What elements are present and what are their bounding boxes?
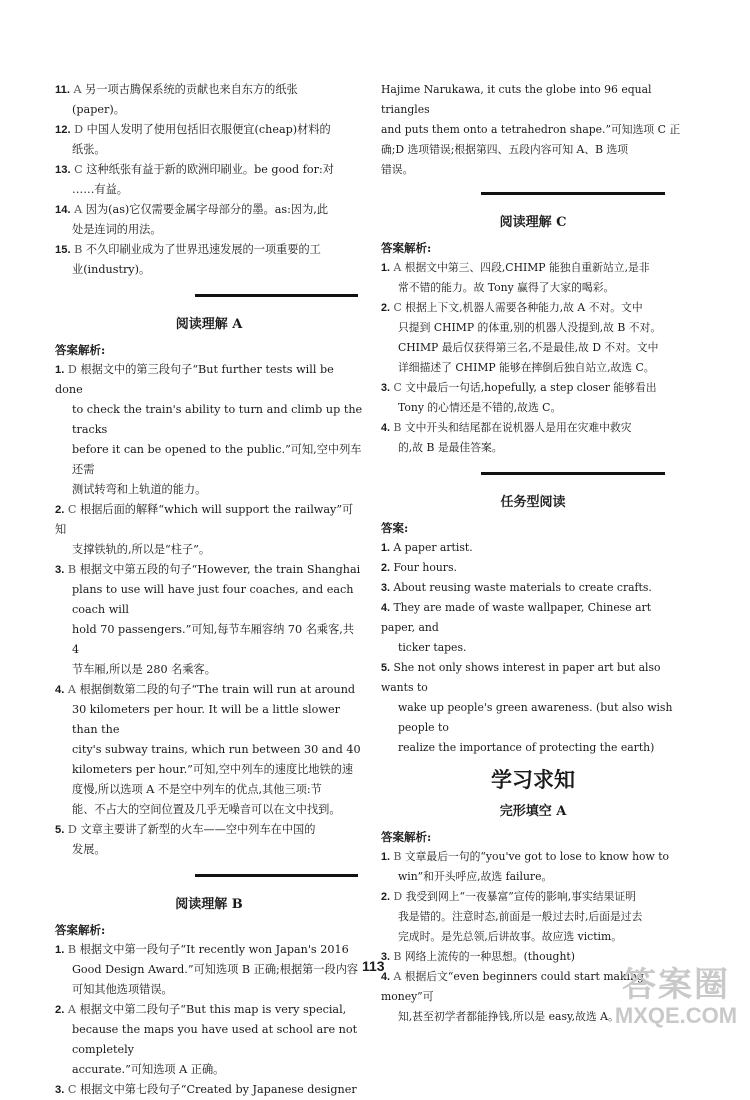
item-number: 15. xyxy=(55,244,71,256)
item-text: 文中最后一句话,hopefully, a step closer 能够看出 xyxy=(405,381,657,394)
item-text: 节车厢,所以是 280 名乘客。 xyxy=(72,663,216,676)
answer-item xyxy=(381,947,685,967)
item-number: 5. xyxy=(381,662,391,674)
item-option: C xyxy=(74,163,83,176)
section-title-reading-a: 阅读理解 A xyxy=(175,317,243,332)
answer-item-continuation xyxy=(55,840,363,860)
item-text: win”和开头呼应,故选 failure。 xyxy=(398,870,553,883)
answer-item-continuation xyxy=(381,278,685,298)
item-number: 2. xyxy=(381,891,391,903)
answer-item-continuation xyxy=(381,398,685,418)
answer-item xyxy=(55,680,363,700)
answer-item-continuation xyxy=(55,220,363,240)
text-line: 错误。 xyxy=(381,163,414,176)
item-text: 支撑铁轨的,所以是“柱子”。 xyxy=(72,543,211,556)
item-option: B xyxy=(393,850,402,863)
item-text: 纸张。 xyxy=(72,143,106,156)
answer-item-continuation xyxy=(55,1060,363,1080)
item-text: to check the train's ability to turn and climb up the tracks xyxy=(72,403,363,436)
answer-item xyxy=(381,258,685,278)
answer-item-continuation xyxy=(381,867,685,887)
item-number: 3. xyxy=(381,382,391,394)
answer-item-continuation xyxy=(55,400,363,440)
item-text: 根据上下文,机器人需要各种能力,故 A 不对。文中 xyxy=(405,301,643,314)
item-text: before it can be opened to the public.”可知,空中列车还需 xyxy=(72,443,362,476)
answer-item-continuation xyxy=(381,318,685,338)
item-text: 度慢,所以选项 A 不是空中列车的优点,其他三项:节 xyxy=(72,783,322,796)
item-text: CHIMP 最后仅获得第三名,不是最佳,故 D 不对。文中 xyxy=(398,341,659,354)
section-divider xyxy=(195,294,358,297)
item-text: They are made of waste wallpaper, Chinese art paper, and xyxy=(381,601,652,634)
answer-item xyxy=(381,418,685,438)
item-text: 因为(as)它仅需要金属字母部分的墨。as:因为,此 xyxy=(85,203,329,216)
item-text: 根据后面的解释“which will support the railway”可知 xyxy=(55,503,354,536)
answer-item xyxy=(55,200,363,220)
item-text: 这种纸张有益于新的欧洲印刷业。be good for:对 xyxy=(86,163,334,176)
item-text: 的,故 B 是最佳答案。 xyxy=(398,441,503,454)
answer-item-continuation xyxy=(381,927,685,947)
item-number: 1. xyxy=(381,542,391,554)
item-text: 我受到网上“一夜暴富”宣传的影响,事实结果证明 xyxy=(405,890,636,903)
items-reading-b xyxy=(55,940,363,1100)
section-divider xyxy=(481,192,665,195)
item-number: 2. xyxy=(381,302,391,314)
answer-item xyxy=(381,658,685,698)
item-text: 我是错的。注意时态,前面是一般过去时,后面是过去 xyxy=(398,910,643,923)
item-text: She not only shows interest in paper art but also wants to xyxy=(381,661,661,694)
item-text: 能、不占大的空间位置及几乎无噪音可以在文中找到。 xyxy=(72,803,341,816)
item-option: B xyxy=(67,943,77,956)
text-line: and puts them onto a tetrahedron shape.”可知选项 C 正 xyxy=(381,123,681,136)
item-text: 根据文中第二段句子“But this map is very special, xyxy=(79,1003,347,1016)
item-text: Tony 的心情还是不错的,故选 C。 xyxy=(398,401,562,414)
item-number: 12. xyxy=(55,124,71,136)
answer-item xyxy=(55,500,363,540)
page-number: 113 xyxy=(362,958,385,974)
item-text: ticker tapes. xyxy=(398,641,467,654)
items-reading-c xyxy=(381,258,685,458)
answer-item xyxy=(55,560,363,580)
item-text: 根据倒数第二段的句子“The train will run at around xyxy=(79,683,356,696)
answer-item-continuation xyxy=(381,438,685,458)
item-text: accurate.”可知选项 A 正确。 xyxy=(72,1063,225,1076)
item-text: (paper)。 xyxy=(72,103,125,116)
answer-item-continuation xyxy=(55,700,363,740)
items-task-reading xyxy=(381,538,685,758)
item-option: D xyxy=(67,363,77,376)
item-option: A xyxy=(67,683,76,696)
item-text: hold 70 passengers.”可知,每节车厢容纳 70 名乘客,共 4 xyxy=(72,623,355,656)
item-text: 文章最后一句的“you've got to lose to know how to xyxy=(404,850,670,863)
answer-label: 答案解析: xyxy=(381,241,432,255)
answer-item xyxy=(55,240,363,260)
answer-item-continuation xyxy=(55,800,363,820)
answer-item-continuation xyxy=(381,738,685,758)
chapter-title: 学习求知 xyxy=(491,767,575,792)
watermark-logo xyxy=(606,966,746,1028)
answer-label: 答案解析: xyxy=(55,923,106,937)
item-text: 发展。 xyxy=(72,843,106,856)
item-number: 4. xyxy=(55,684,65,696)
item-number: 11. xyxy=(55,84,70,96)
answer-item-continuation xyxy=(55,440,363,480)
item-option: C xyxy=(67,503,77,516)
section-divider xyxy=(195,874,358,877)
answer-item xyxy=(381,558,685,578)
item-option: B xyxy=(393,421,402,434)
section-title-reading-b: 阅读理解 B xyxy=(175,897,243,912)
item-text: 中国人发明了使用包括旧衣服便宜(cheap)材料的 xyxy=(86,123,331,136)
answer-item xyxy=(381,847,685,867)
section-title-task-reading: 任务型阅读 xyxy=(500,495,566,510)
item-text: 详细描述了 CHIMP 能够在摔倒后独自站立,故选 C。 xyxy=(398,361,655,374)
item-text: because the maps you have used at school are not completely xyxy=(72,1023,358,1056)
item-text: 根据文中的第三段句子“But further tests will be done xyxy=(55,363,334,396)
item-text: A paper artist. xyxy=(393,541,473,554)
item-number: 4. xyxy=(381,602,391,614)
item-option: C xyxy=(67,1083,77,1096)
item-text: city's subway trains, which run between 30 and 40 xyxy=(72,743,361,756)
answer-item-continuation xyxy=(55,1020,363,1060)
answer-item xyxy=(381,378,685,398)
answer-item xyxy=(55,820,363,840)
answer-item xyxy=(55,160,363,180)
answer-item-continuation xyxy=(381,638,685,658)
item-text: wake up people's green awareness. (but also wish people to xyxy=(398,701,673,734)
item-text: 业(industry)。 xyxy=(72,263,151,276)
item-option: B xyxy=(393,950,402,963)
item-text: Four hours. xyxy=(393,561,457,574)
item-option: B xyxy=(67,563,77,576)
watermark-line2: MXQE.COM xyxy=(614,1003,738,1028)
item-text: 根据文中第一段句子“It recently won Japan's 2016 xyxy=(79,943,349,956)
answer-item xyxy=(381,538,685,558)
answer-item-continuation xyxy=(55,140,363,160)
left-column xyxy=(55,80,363,1100)
answer-item-continuation xyxy=(55,980,363,1000)
answer-item-continuation xyxy=(381,907,685,927)
item-text: realize the importance of protecting the earth) xyxy=(398,741,655,754)
answer-item-continuation xyxy=(55,580,363,620)
answer-item-continuation xyxy=(55,260,363,280)
answer-item xyxy=(55,1000,363,1020)
answer-item-continuation xyxy=(55,480,363,500)
answer-item xyxy=(55,360,363,400)
item-number: 4. xyxy=(381,971,391,983)
item-option: A xyxy=(393,970,402,983)
item-text: plans to use will have just four coaches, and each coach will xyxy=(72,583,354,616)
item-text: 测试转弯和上轨道的能力。 xyxy=(72,483,207,496)
answer-label: 答案解析: xyxy=(55,343,106,357)
item-option: B xyxy=(74,243,83,256)
item-text: 根据后文“even beginners could start making money”可 xyxy=(381,970,644,1003)
item-text: About reusing waste materials to create crafts. xyxy=(393,581,652,594)
items-reading-a xyxy=(55,360,363,860)
item-option: C xyxy=(393,381,402,394)
item-text: 只提到 CHIMP 的体重,别的机器人没提到,故 B 不对。 xyxy=(398,321,662,334)
item-text: 处是连词的用法。 xyxy=(72,223,162,236)
watermark-line1: 答案圈 xyxy=(622,966,730,1004)
answer-item-continuation xyxy=(55,960,363,980)
item-text: kilometers per hour.”可知,空中列车的速度比地铁的速 xyxy=(72,763,354,776)
item-text: 网络上流传的一种思想。(thought) xyxy=(404,950,575,963)
answer-item-continuation xyxy=(55,620,363,660)
item-option: D xyxy=(393,890,403,903)
item-number: 2. xyxy=(381,562,391,574)
answer-item xyxy=(381,598,685,638)
item-option: A xyxy=(393,261,402,274)
text-line: 确;D 选项错误;根据第四、五段内容可知 A、B 选项 xyxy=(381,143,629,156)
item-text: 根据文中第七段句子“Created by Japanese designer xyxy=(80,1083,357,1096)
item-number: 1. xyxy=(55,944,65,956)
answer-item xyxy=(55,1080,363,1100)
answer-item-continuation xyxy=(381,698,685,738)
answer-item xyxy=(55,940,363,960)
item-text: 另一项古腾保系统的贡献也来自东方的纸张 xyxy=(85,83,298,96)
item-number: 5. xyxy=(55,824,65,836)
answer-item-continuation xyxy=(55,660,363,680)
answer-label: 答案: xyxy=(381,521,409,535)
answer-item xyxy=(55,80,363,100)
item-number: 1. xyxy=(55,364,65,376)
item-number: 3. xyxy=(55,564,65,576)
answer-item xyxy=(381,578,685,598)
text-line: Hajime Narukawa, it cuts the globe into 96 equal triangles xyxy=(381,83,652,116)
answer-item-continuation xyxy=(55,780,363,800)
item-option: A xyxy=(67,1003,76,1016)
item-text: 文中开头和结尾都在说机器人是用在灾难中救灾 xyxy=(404,421,632,434)
answer-item xyxy=(381,298,685,318)
item-text: Good Design Award.”可知选项 B 正确;根据第一段内容 xyxy=(72,963,359,976)
item-number: 14. xyxy=(55,204,71,216)
item-number: 4. xyxy=(381,422,391,434)
continued-text xyxy=(381,80,685,180)
answer-item-continuation xyxy=(55,760,363,780)
answer-item-continuation xyxy=(55,100,363,120)
item-number: 13. xyxy=(55,164,71,176)
item-text: 可知其他选项错误。 xyxy=(72,983,173,996)
answer-item-continuation xyxy=(55,180,363,200)
item-text: 30 kilometers per hour. It will be a little slower than the xyxy=(72,703,340,736)
item-text: 文章主要讲了新型的火车——空中列车在中国的 xyxy=(80,823,316,836)
answer-item-continuation xyxy=(381,358,685,378)
item-number: 3. xyxy=(381,582,391,594)
section-title-reading-c: 阅读理解 C xyxy=(499,215,567,230)
item-option: D xyxy=(74,123,84,136)
item-text: 不久印刷业成为了世界迅速发展的一项重要的工 xyxy=(85,243,321,256)
item-number: 2. xyxy=(55,504,65,516)
item-number: 3. xyxy=(381,951,391,963)
item-text: 根据文中第三、四段,CHIMP 能独自重新站立,是非 xyxy=(404,261,650,274)
item-number: 2. xyxy=(55,1004,65,1016)
item-text: 常不错的能力。故 Tony 赢得了大家的喝彩。 xyxy=(398,281,615,294)
answer-item xyxy=(381,887,685,907)
item-option: A xyxy=(74,203,83,216)
answer-item-continuation xyxy=(55,740,363,760)
item-number: 3. xyxy=(55,1084,65,1096)
item-text: 完成时。是先总领,后讲故事。故应选 victim。 xyxy=(398,930,623,943)
answer-label: 答案解析: xyxy=(381,830,432,844)
item-text: 知,甚至初学者都能挣钱,所以是 easy,故选 A。 xyxy=(398,1010,619,1023)
answer-item xyxy=(55,120,363,140)
item-number: 1. xyxy=(381,851,391,863)
answer-item-continuation xyxy=(55,540,363,560)
items-top xyxy=(55,80,363,280)
item-option: D xyxy=(67,823,77,836)
answer-item-continuation xyxy=(381,338,685,358)
section-divider xyxy=(481,472,665,475)
section-title-cloze-a: 完形填空 A xyxy=(499,804,567,819)
item-option: A xyxy=(73,83,82,96)
right-column xyxy=(381,80,685,1027)
item-option: C xyxy=(393,301,402,314)
item-number: 1. xyxy=(381,262,391,274)
item-text: ……有益。 xyxy=(72,183,128,196)
item-text: 根据文中第五段的句子“However, the train Shanghai xyxy=(79,563,361,576)
